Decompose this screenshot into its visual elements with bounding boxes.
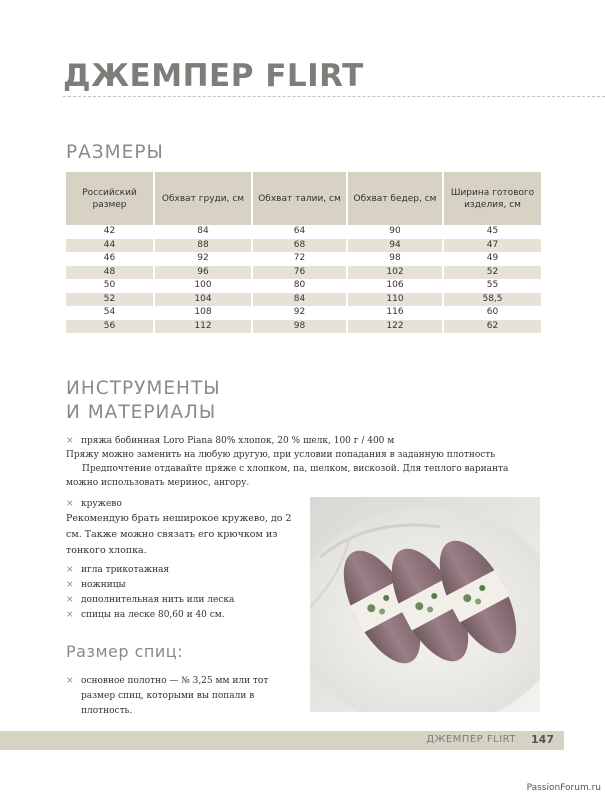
footer-title: ДЖЕМПЕР FLIRT [426,734,516,745]
table-cell: 106 [347,279,443,293]
column-header: Российский размер [66,172,154,225]
table-row [66,266,541,280]
needle-size-heading: Размер спиц: [66,642,184,661]
lace-block [66,497,303,623]
table-cell: 60 [443,306,541,320]
tool-item: игла трикотажная [81,565,170,575]
table-cell: 58,5 [443,293,541,307]
list-item [66,563,303,578]
bullet-icon: × [66,595,74,605]
table-cell: 48 [66,266,154,280]
table-cell: 52 [66,293,154,307]
column-header: Обхват груди, см [154,172,252,225]
page-footer [0,731,564,750]
tool-item: дополнительная нить или леска [81,595,235,605]
yarn-preference: Предпочтение отдавайте пряже с хлопком, па, шелком, вискозой. Для теплого варианта можно использовать меринос, ангору. [66,464,509,488]
bullet-icon: × [66,499,74,509]
bullet-icon: × [66,565,74,575]
list-item [66,578,303,593]
tool-item: спицы на леске 80,60 и 40 см. [81,610,225,620]
table-cell: 46 [103,253,116,264]
table-cell: 122 [347,320,443,334]
sizes-table [66,172,541,333]
table-cell: 47 [443,239,541,253]
table-cell: 84 [252,293,347,307]
materials-heading [66,377,221,425]
table-row [66,239,541,253]
bullet-icon: × [66,580,74,590]
table-row [66,279,541,293]
table-cell: 80 [252,279,347,293]
table-cell: 68 [252,239,347,253]
table-cell: 112 [154,320,252,334]
table-row [66,306,541,320]
table-cell: 55 [443,279,541,293]
materials-heading-line1: ИНСТРУМЕНТЫ [66,378,221,399]
list-item [66,674,296,719]
table-cell: 90 [347,225,443,239]
materials-heading-line2: И МАТЕРИАЛЫ [66,402,217,423]
table-cell: 42 [103,226,116,237]
table-row [66,293,541,307]
page-title: ДЖЕМПЕР FLIRT [63,58,364,94]
title-divider [63,96,605,97]
yarn-photo [310,497,540,712]
bullet-icon: × [66,610,74,620]
table-cell: 92 [252,306,347,320]
yarn-item: пряжа бобинная Loro Piana 80% хлопок, 20 % шелк, 100 г / 400 м [81,436,395,446]
table-cell: 56 [66,320,154,334]
table-cell: 92 [154,252,252,266]
lace-note: Рекомендую брать неширокое кружево, до 2 см. Также можно связать его крючком из тонкого хлопка. [66,513,292,556]
table-row [66,225,541,239]
table-cell: 98 [252,320,347,334]
table-cell: 72 [252,252,347,266]
page-number: 147 [531,733,554,746]
table-cell: 110 [347,293,443,307]
table-cell: 76 [252,266,347,280]
watermark: PassionForum.ru [526,783,601,793]
table-cell: 44 [66,239,154,253]
tool-item: ножницы [81,580,126,590]
table-cell: 54 [103,307,116,318]
table-cell: 98 [347,252,443,266]
needle-item: основное полотно — № 3,25 мм или тот размер спиц, которыми вы попали в плотность. [81,676,269,716]
table-cell: 96 [154,266,252,280]
yarn-skeins-illustration [310,497,540,712]
table-header-row [66,172,541,225]
list-item [66,497,303,511]
table-cell: 50 [103,280,116,291]
column-header: Ширина готового изделия, см [443,172,541,225]
table-row [66,320,541,334]
table-cell: 84 [154,225,252,239]
list-item [66,608,303,623]
table-cell: 108 [154,306,252,320]
materials-block [66,434,526,490]
lace-item: кружево [81,499,122,509]
bullet-icon: × [66,436,74,446]
needle-block [66,674,296,719]
table-cell: 88 [154,239,252,253]
table-cell: 64 [252,225,347,239]
table-cell: 94 [347,239,443,253]
column-header: Обхват талии, см [252,172,347,225]
column-header: Обхват бедер, см [347,172,443,225]
table-cell: 62 [443,320,541,334]
table-cell: 104 [154,293,252,307]
table-cell: 116 [347,306,443,320]
list-item [66,434,526,448]
table-cell: 49 [443,252,541,266]
list-item [66,593,303,608]
bullet-icon: × [66,676,74,686]
yarn-note: Пряжу можно заменить на любую другую, при условии попадания в заданную плотность [66,450,496,460]
table-cell: 100 [154,279,252,293]
table-row [66,252,541,266]
table-cell: 45 [443,225,541,239]
table-cell: 102 [347,266,443,280]
sizes-heading: РАЗМЕРЫ [66,142,164,163]
table-cell: 52 [443,266,541,280]
